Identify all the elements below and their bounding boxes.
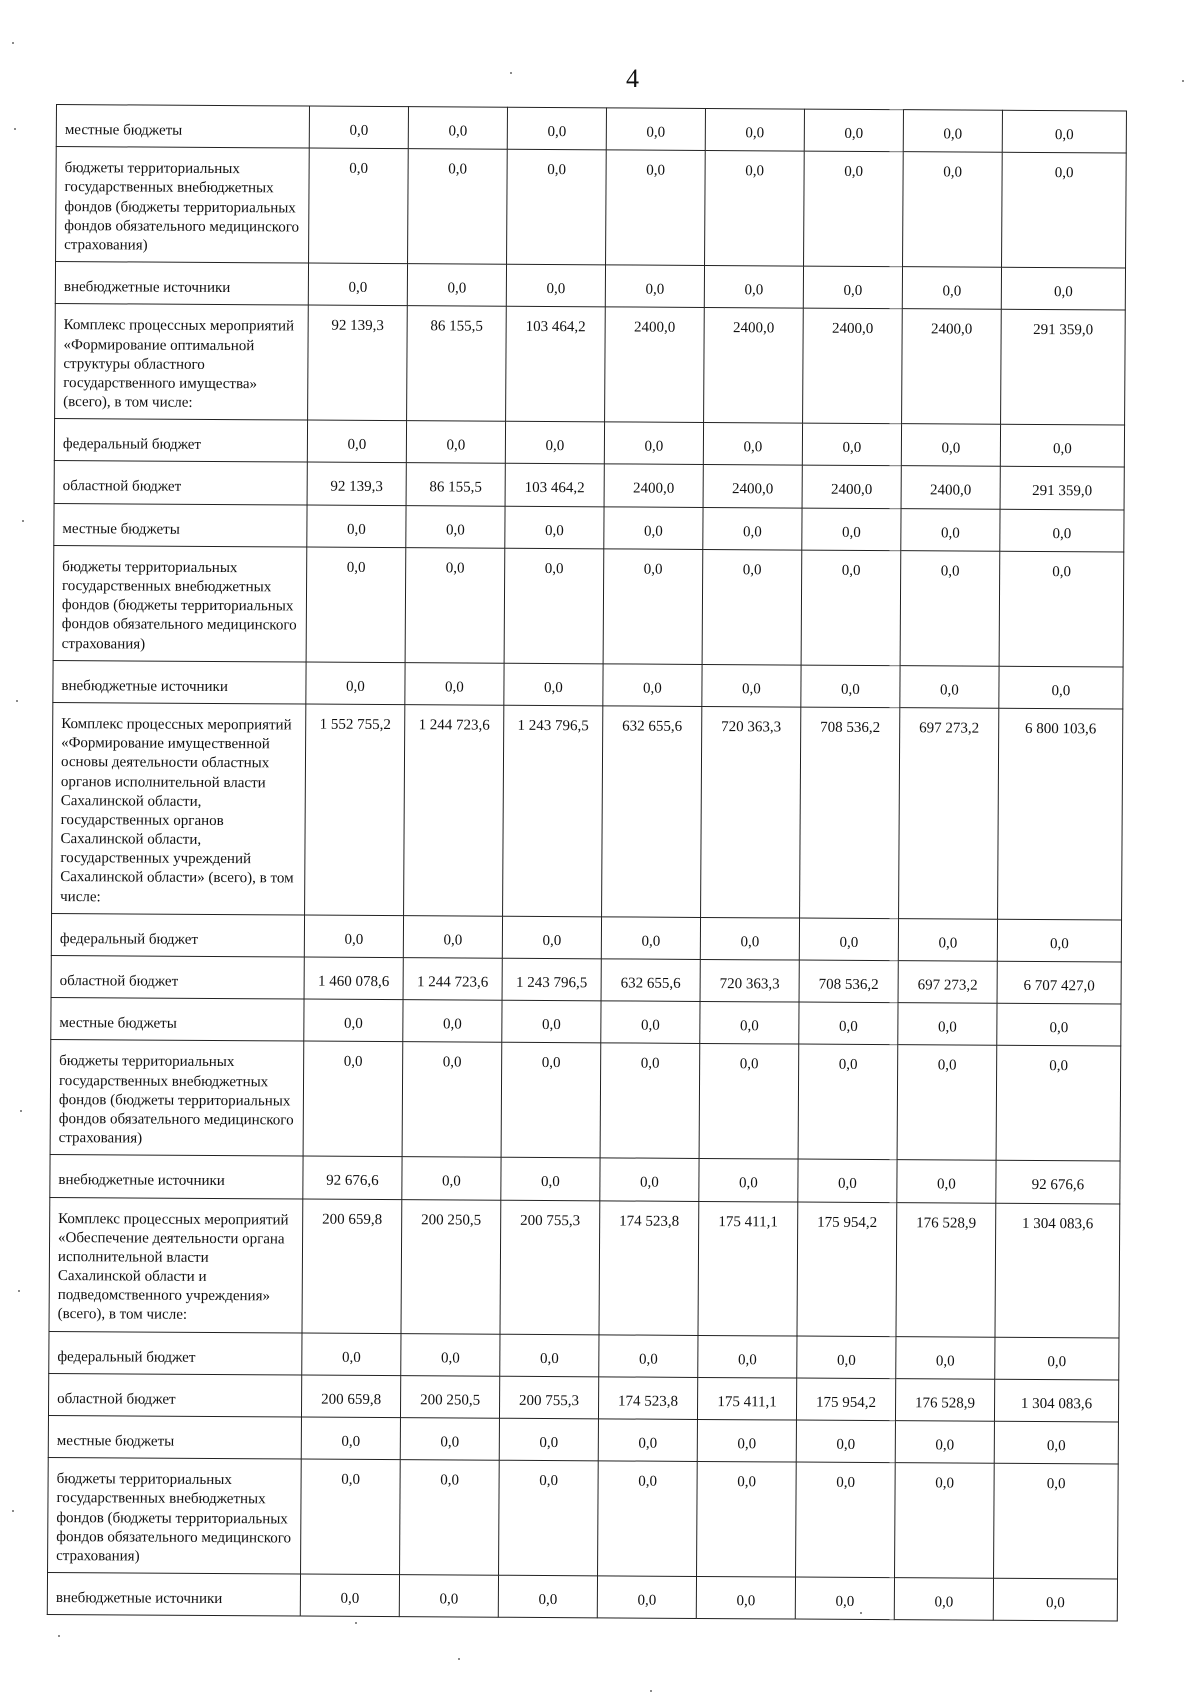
value-cell: 0,0 [703,507,802,550]
value-cell: 0,0 [802,508,901,551]
value-cell: 0,0 [408,107,507,150]
value-cell: 0,0 [307,420,406,463]
value-cell: 0,0 [803,266,902,309]
value-cell: 1 243 796,5 [503,705,603,916]
table-row [54,419,1124,468]
value-cell: 200 755,3 [500,1200,600,1335]
row-label: бюджеты территориальных государственных внебюджетных фондов (бюджеты территориальных фондов обязательного медицинского страхования) [48,1458,302,1574]
value-cell: 0,0 [505,506,604,549]
value-cell: 0,0 [704,266,803,309]
scan-speck [20,1110,22,1112]
value-cell: 708 536,2 [800,707,900,918]
row-label: внебюджетные источники [47,1573,300,1617]
value-cell: 0,0 [604,422,703,465]
value-cell: 92 676,6 [303,1156,402,1199]
scan-speck [22,520,24,522]
table-row [56,105,1126,154]
value-cell: 0,0 [799,1002,898,1045]
table-row [50,1040,1121,1161]
value-cell: 1 460 078,6 [304,957,403,1000]
value-cell: 0,0 [501,1158,600,1201]
table-row [53,660,1123,709]
value-cell: 0,0 [696,1577,795,1620]
value-cell: 0,0 [499,1418,598,1461]
table-row [48,1458,1119,1579]
value-cell: 0,0 [994,1463,1119,1579]
value-cell: 0,0 [505,422,604,465]
value-cell: 0,0 [897,1160,996,1203]
value-cell: 2400,0 [604,464,703,507]
row-label: бюджеты территориальных государственных внебюджетных фондов (бюджеты территориальных фондов обязательного медицинского страхования) [50,1040,304,1156]
value-cell: 291 359,0 [1001,310,1126,426]
value-cell: 0,0 [605,265,704,308]
value-cell: 0,0 [406,505,505,548]
value-cell: 0,0 [699,1044,799,1160]
value-cell: 0,0 [995,1337,1119,1380]
scan-speck [12,42,14,44]
value-cell: 0,0 [408,149,508,265]
table-row [51,998,1121,1047]
table-row [49,1197,1120,1338]
value-cell: 86 155,5 [407,306,507,422]
value-cell: 0,0 [993,1578,1117,1621]
row-label: областной бюджет [54,461,307,505]
table-row [48,1373,1118,1422]
value-cell: 0,0 [895,1421,994,1464]
scan-speck [1182,80,1184,82]
table-row [50,1155,1120,1204]
scan-speck [12,1510,14,1512]
row-label: местные бюджеты [51,998,304,1042]
value-cell: 200 250,5 [400,1375,499,1418]
scan-speck [14,128,16,130]
value-cell: 92 676,6 [996,1161,1120,1204]
value-cell: 103 464,2 [506,307,606,423]
scan-speck [18,1290,20,1292]
value-cell: 0,0 [699,1159,798,1202]
value-cell: 0,0 [306,662,405,705]
table-row [52,702,1123,919]
row-label: федеральный бюджет [49,1331,302,1375]
value-cell: 0,0 [603,664,702,707]
scan-speck [58,1635,60,1637]
table-row [56,147,1127,268]
value-cell: 6 800 103,6 [998,708,1123,920]
value-cell: 1 243 796,5 [502,958,601,1001]
value-cell: 0,0 [500,1334,599,1377]
value-cell: 0,0 [309,106,408,149]
page-number: 4 [626,64,639,93]
value-cell: 175 954,2 [797,1202,897,1337]
row-label: бюджеты территориальных государственных внебюджетных фондов (бюджеты территориальных фондов обязательного медицинского страхования) [56,147,310,263]
budget-table [47,104,1127,1622]
scan-speck [860,1612,862,1614]
value-cell: 0,0 [499,1460,599,1576]
value-cell: 0,0 [406,421,505,464]
value-cell: 1 244 723,6 [403,958,502,1001]
value-cell: 0,0 [703,423,802,466]
value-cell: 0,0 [502,916,601,959]
value-cell: 0,0 [802,423,901,466]
row-label: Комплекс процессных мероприятий «Обеспечение деятельности органа исполнительной власти Сахалинской области и подведомственного учреждения» (всего), в том числе: [49,1197,303,1333]
value-cell: 0,0 [903,152,1003,268]
value-cell: 0,0 [897,1045,997,1161]
table-row [47,1573,1117,1622]
table-row [54,461,1124,510]
value-cell: 1 304 083,6 [995,1203,1120,1338]
value-cell: 2400,0 [802,466,901,509]
value-cell: 697 273,2 [898,961,997,1004]
table-row [54,503,1124,552]
value-cell: 0,0 [799,918,898,961]
row-label: внебюджетные источники [50,1155,303,1199]
value-cell: 0,0 [402,1042,502,1158]
value-cell: 0,0 [606,150,706,266]
value-cell: 0,0 [702,664,801,707]
value-cell: 0,0 [507,107,606,150]
value-cell: 1 552 755,2 [305,704,405,915]
value-cell: 0,0 [700,917,799,960]
row-label: Комплекс процессных мероприятий «Формирование оптимальной структуры областного государственного имущества» (всего), в том числе: [55,304,309,420]
value-cell: 1 304 083,6 [994,1379,1118,1422]
value-cell: 0,0 [307,505,406,548]
value-cell: 0,0 [597,1576,696,1619]
value-cell: 0,0 [801,665,900,708]
value-cell: 0,0 [700,1002,799,1045]
value-cell: 0,0 [702,549,802,665]
row-label: местные бюджеты [56,105,309,149]
value-cell: 0,0 [896,1336,995,1379]
scan-speck [355,1622,357,1624]
value-cell: 0,0 [1000,509,1124,552]
value-cell: 697 273,2 [899,708,999,919]
value-cell: 0,0 [798,1044,898,1160]
value-cell: 174 523,8 [599,1200,699,1335]
value-cell: 0,0 [902,267,1001,310]
value-cell: 86 155,5 [406,463,505,506]
value-cell: 0,0 [895,1463,995,1579]
value-cell: 0,0 [400,1418,499,1461]
row-label: местные бюджеты [54,503,307,547]
value-cell: 0,0 [601,1001,700,1044]
value-cell: 0,0 [798,1159,897,1202]
value-cell: 0,0 [996,1046,1121,1162]
row-label: областной бюджет [48,1373,301,1417]
value-cell: 176 528,9 [896,1202,996,1337]
value-cell: 175 411,1 [697,1377,796,1420]
value-cell: 0,0 [797,1336,896,1379]
value-cell: 175 411,1 [698,1201,798,1336]
value-cell: 0,0 [301,1459,401,1575]
row-label: Комплекс процессных мероприятий «Формирование имущественной основы деятельности областных органов исполнительной власти Сахалинской области, государственных органов Сахалинской области, государственных учреждений Сахалинской области» (всего), в том числе: [52,702,306,914]
value-cell: 0,0 [309,148,409,264]
value-cell: 0,0 [304,915,403,958]
table-row [49,1331,1119,1380]
value-cell: 0,0 [402,1157,501,1200]
value-cell: 0,0 [603,549,703,665]
table-row [55,262,1125,311]
scan-speck [650,1690,652,1692]
value-cell: 0,0 [405,547,505,663]
value-cell: 0,0 [997,919,1121,962]
value-cell: 0,0 [705,108,804,151]
value-cell: 0,0 [504,548,604,664]
value-cell: 0,0 [697,1462,797,1578]
value-cell: 0,0 [796,1420,895,1463]
value-cell: 92 139,3 [308,305,408,421]
value-cell: 0,0 [400,1460,500,1576]
value-cell: 0,0 [1000,425,1124,468]
value-cell: 0,0 [900,550,1000,666]
value-cell: 0,0 [405,662,504,705]
value-cell: 0,0 [894,1578,993,1621]
value-cell: 632 655,6 [601,959,700,1002]
value-cell: 174 523,8 [598,1377,697,1420]
row-label: федеральный бюджет [54,419,307,463]
value-cell: 103 464,2 [505,464,604,507]
value-cell: 0,0 [1002,152,1127,268]
value-cell: 0,0 [399,1575,498,1618]
value-cell: 2400,0 [703,465,802,508]
value-cell: 0,0 [598,1419,697,1462]
value-cell: 0,0 [600,1158,699,1201]
value-cell: 0,0 [898,1003,997,1046]
row-label: местные бюджеты [48,1415,301,1459]
row-label: бюджеты территориальных государственных внебюджетных фондов (бюджеты территориальных фондов обязательного медицинского страхования) [53,545,307,661]
value-cell: 0,0 [804,109,903,152]
row-label: внебюджетные источники [53,660,306,704]
value-cell: 0,0 [504,663,603,706]
value-cell: 0,0 [994,1421,1118,1464]
value-cell: 175 954,2 [796,1378,895,1421]
value-cell: 0,0 [301,1417,400,1460]
row-label: федеральный бюджет [51,913,304,957]
value-cell: 720 363,3 [701,706,801,917]
value-cell: 200 250,5 [401,1199,501,1334]
value-cell: 0,0 [306,547,406,663]
value-cell: 0,0 [300,1574,399,1617]
value-cell: 0,0 [403,915,502,958]
value-cell: 0,0 [501,1043,601,1159]
value-cell: 708 536,2 [799,960,898,1003]
value-cell: 0,0 [801,550,901,666]
value-cell: 0,0 [705,151,805,267]
value-cell: 291 359,0 [1000,467,1124,510]
scan-speck [16,700,18,702]
value-cell: 2400,0 [902,309,1002,425]
value-cell: 200 755,3 [499,1376,598,1419]
value-cell: 0,0 [601,917,700,960]
value-cell: 0,0 [698,1335,797,1378]
value-cell: 0,0 [502,1000,601,1043]
table-row [51,913,1121,962]
value-cell: 0,0 [795,1577,894,1620]
value-cell: 0,0 [304,999,403,1042]
value-cell: 0,0 [901,424,1000,467]
row-label: внебюджетные источники [55,262,308,306]
value-cell: 0,0 [599,1334,698,1377]
value-cell: 0,0 [498,1575,597,1618]
value-cell: 720 363,3 [700,959,799,1002]
value-cell: 0,0 [600,1043,700,1159]
value-cell: 0,0 [506,264,605,307]
value-cell: 0,0 [302,1333,401,1376]
value-cell: 0,0 [796,1462,896,1578]
value-cell: 0,0 [804,151,904,267]
value-cell: 2400,0 [605,307,705,423]
value-cell: 200 659,8 [301,1375,400,1418]
scan-speck [510,72,512,74]
value-cell: 0,0 [604,506,703,549]
table-row [55,304,1126,425]
value-cell: 2400,0 [803,308,903,424]
value-cell: 0,0 [303,1041,403,1157]
table-row [51,955,1121,1004]
value-cell: 0,0 [898,918,997,961]
value-cell: 0,0 [1002,110,1126,153]
value-cell: 0,0 [999,666,1123,709]
value-cell: 0,0 [697,1419,796,1462]
value-cell: 2400,0 [901,466,1000,509]
table-row [48,1415,1118,1464]
value-cell: 0,0 [403,1000,502,1043]
value-cell: 0,0 [507,149,607,265]
value-cell: 1 244 723,6 [404,705,504,916]
value-cell: 0,0 [401,1333,500,1376]
value-cell: 200 659,8 [302,1199,402,1334]
scan-speck [458,1658,460,1660]
value-cell: 92 139,3 [307,462,406,505]
value-cell: 0,0 [900,665,999,708]
value-cell: 0,0 [1001,267,1125,310]
value-cell: 2400,0 [704,308,804,424]
value-cell: 0,0 [407,264,506,307]
row-label: областной бюджет [51,955,304,999]
value-cell: 176 528,9 [895,1378,994,1421]
value-cell: 0,0 [903,110,1002,153]
value-cell: 0,0 [308,263,407,306]
value-cell: 632 655,6 [602,706,702,917]
value-cell: 0,0 [598,1461,698,1577]
value-cell: 0,0 [999,551,1124,667]
table-row [53,545,1124,666]
value-cell: 0,0 [606,108,705,151]
value-cell: 0,0 [901,508,1000,551]
value-cell: 0,0 [997,1003,1121,1046]
value-cell: 6 707 427,0 [997,961,1121,1004]
